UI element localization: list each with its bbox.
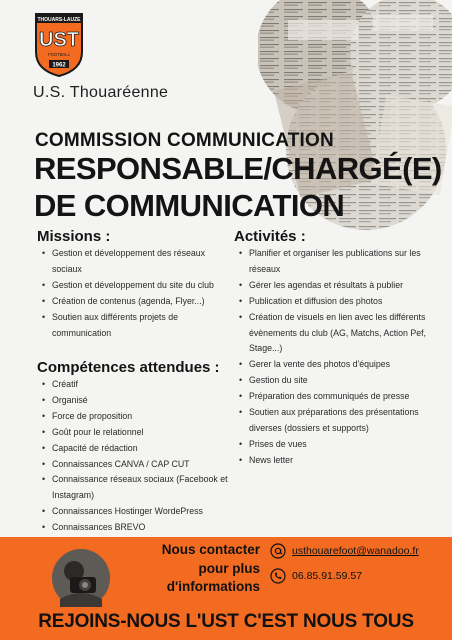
club-logo [34, 12, 84, 78]
phone-number[interactable]: 06.85.91.59.57 [292, 570, 363, 582]
list-item: • Capacité de rédaction [40, 441, 240, 457]
list-item: • Créatif [40, 377, 240, 393]
phone-row[interactable] [270, 568, 362, 584]
list-item-continuation: réseaux [249, 263, 281, 274]
list-item: • Prises de vues [237, 437, 447, 453]
contact-heading [138, 541, 260, 597]
at-sign-icon [270, 543, 286, 559]
contact-heading-line1: Nous contacter [161, 542, 260, 557]
role-title-line1: RESPONSABLE/CHARGÉ(E) [34, 151, 442, 186]
list-item: • Goût pour le relationnel [40, 425, 240, 441]
activites-list [237, 246, 447, 469]
logo-letters: UST [39, 29, 79, 51]
list-item-continuation: évènements du club (AG, Matchs, Action Pef, [249, 327, 427, 338]
list-item: • Gestion du site [237, 373, 447, 389]
commission-heading: COMMISSION COMMUNICATION [35, 130, 334, 151]
missions-title: Missions : [37, 228, 111, 245]
list-item: • Soutien aux différents projets de [40, 310, 235, 326]
list-item: • Connaissances Hostinger WordePress [40, 504, 240, 520]
slogan: REJOINS-NOUS L'UST C'EST NOUS TOUS [38, 611, 414, 632]
role-title-line2: DE COMMUNICATION [34, 188, 345, 223]
list-item: • Connaissances BREVO [40, 520, 240, 536]
list-item-continuation: sociaux [52, 263, 82, 274]
competences-title: Compétences attendues : [37, 359, 220, 376]
list-item: • Création de contenus (agenda, Flyer...) [40, 294, 235, 310]
list-item: • Préparation des communiqués de presse [237, 389, 447, 405]
photographer-photo [52, 549, 110, 607]
list-item: • Publication et diffusion des photos [237, 294, 447, 310]
competences-list [40, 377, 240, 536]
phone-icon [270, 568, 286, 584]
list-item-continuation: diverses (dossiers et supports) [249, 422, 369, 433]
list-item: • Force de proposition [40, 409, 240, 425]
email-link[interactable]: usthouarefoot@wanadoo.fr [292, 545, 419, 557]
list-item-continuation: Stage...) [249, 343, 283, 354]
list-item-continuation: Instagram) [52, 490, 95, 501]
list-item: • Soutien aux préparations des présentations [237, 405, 447, 421]
list-item: • Gerer la vente des photos d'équipes [237, 357, 447, 373]
activites-title: Activités : [234, 228, 306, 245]
club-name: U.S. Thouaréenne [33, 84, 169, 101]
contact-heading-line2: pour plus [198, 560, 260, 576]
list-item: • Création de visuels en lien avec les différents [237, 310, 447, 326]
list-item: • Planifier et organiser les publications sur les [237, 246, 447, 262]
list-item: • Connaissance réseaux sociaux (Facebook et [40, 472, 240, 488]
list-item: • Gérer les agendas et résultats à publier [237, 278, 447, 294]
list-item: • News letter [237, 453, 447, 469]
list-item: • Organisé [40, 393, 240, 409]
logo-top-text: THOUARS-LAUZE [37, 17, 81, 23]
list-item: • Connaissances CANVA / CAP CUT [40, 457, 240, 473]
list-item-continuation: communication [52, 327, 112, 338]
missions-list [40, 246, 235, 341]
logo-year: 1962 [52, 62, 66, 69]
list-item: • Gestion et développement du site du club [40, 278, 235, 294]
list-item: • Gestion et développement des réseaux [40, 246, 235, 262]
contact-heading-line3: d'informations [166, 579, 260, 594]
logo-sub-text: FOOTBALL [48, 52, 70, 57]
email-row[interactable] [270, 543, 419, 559]
